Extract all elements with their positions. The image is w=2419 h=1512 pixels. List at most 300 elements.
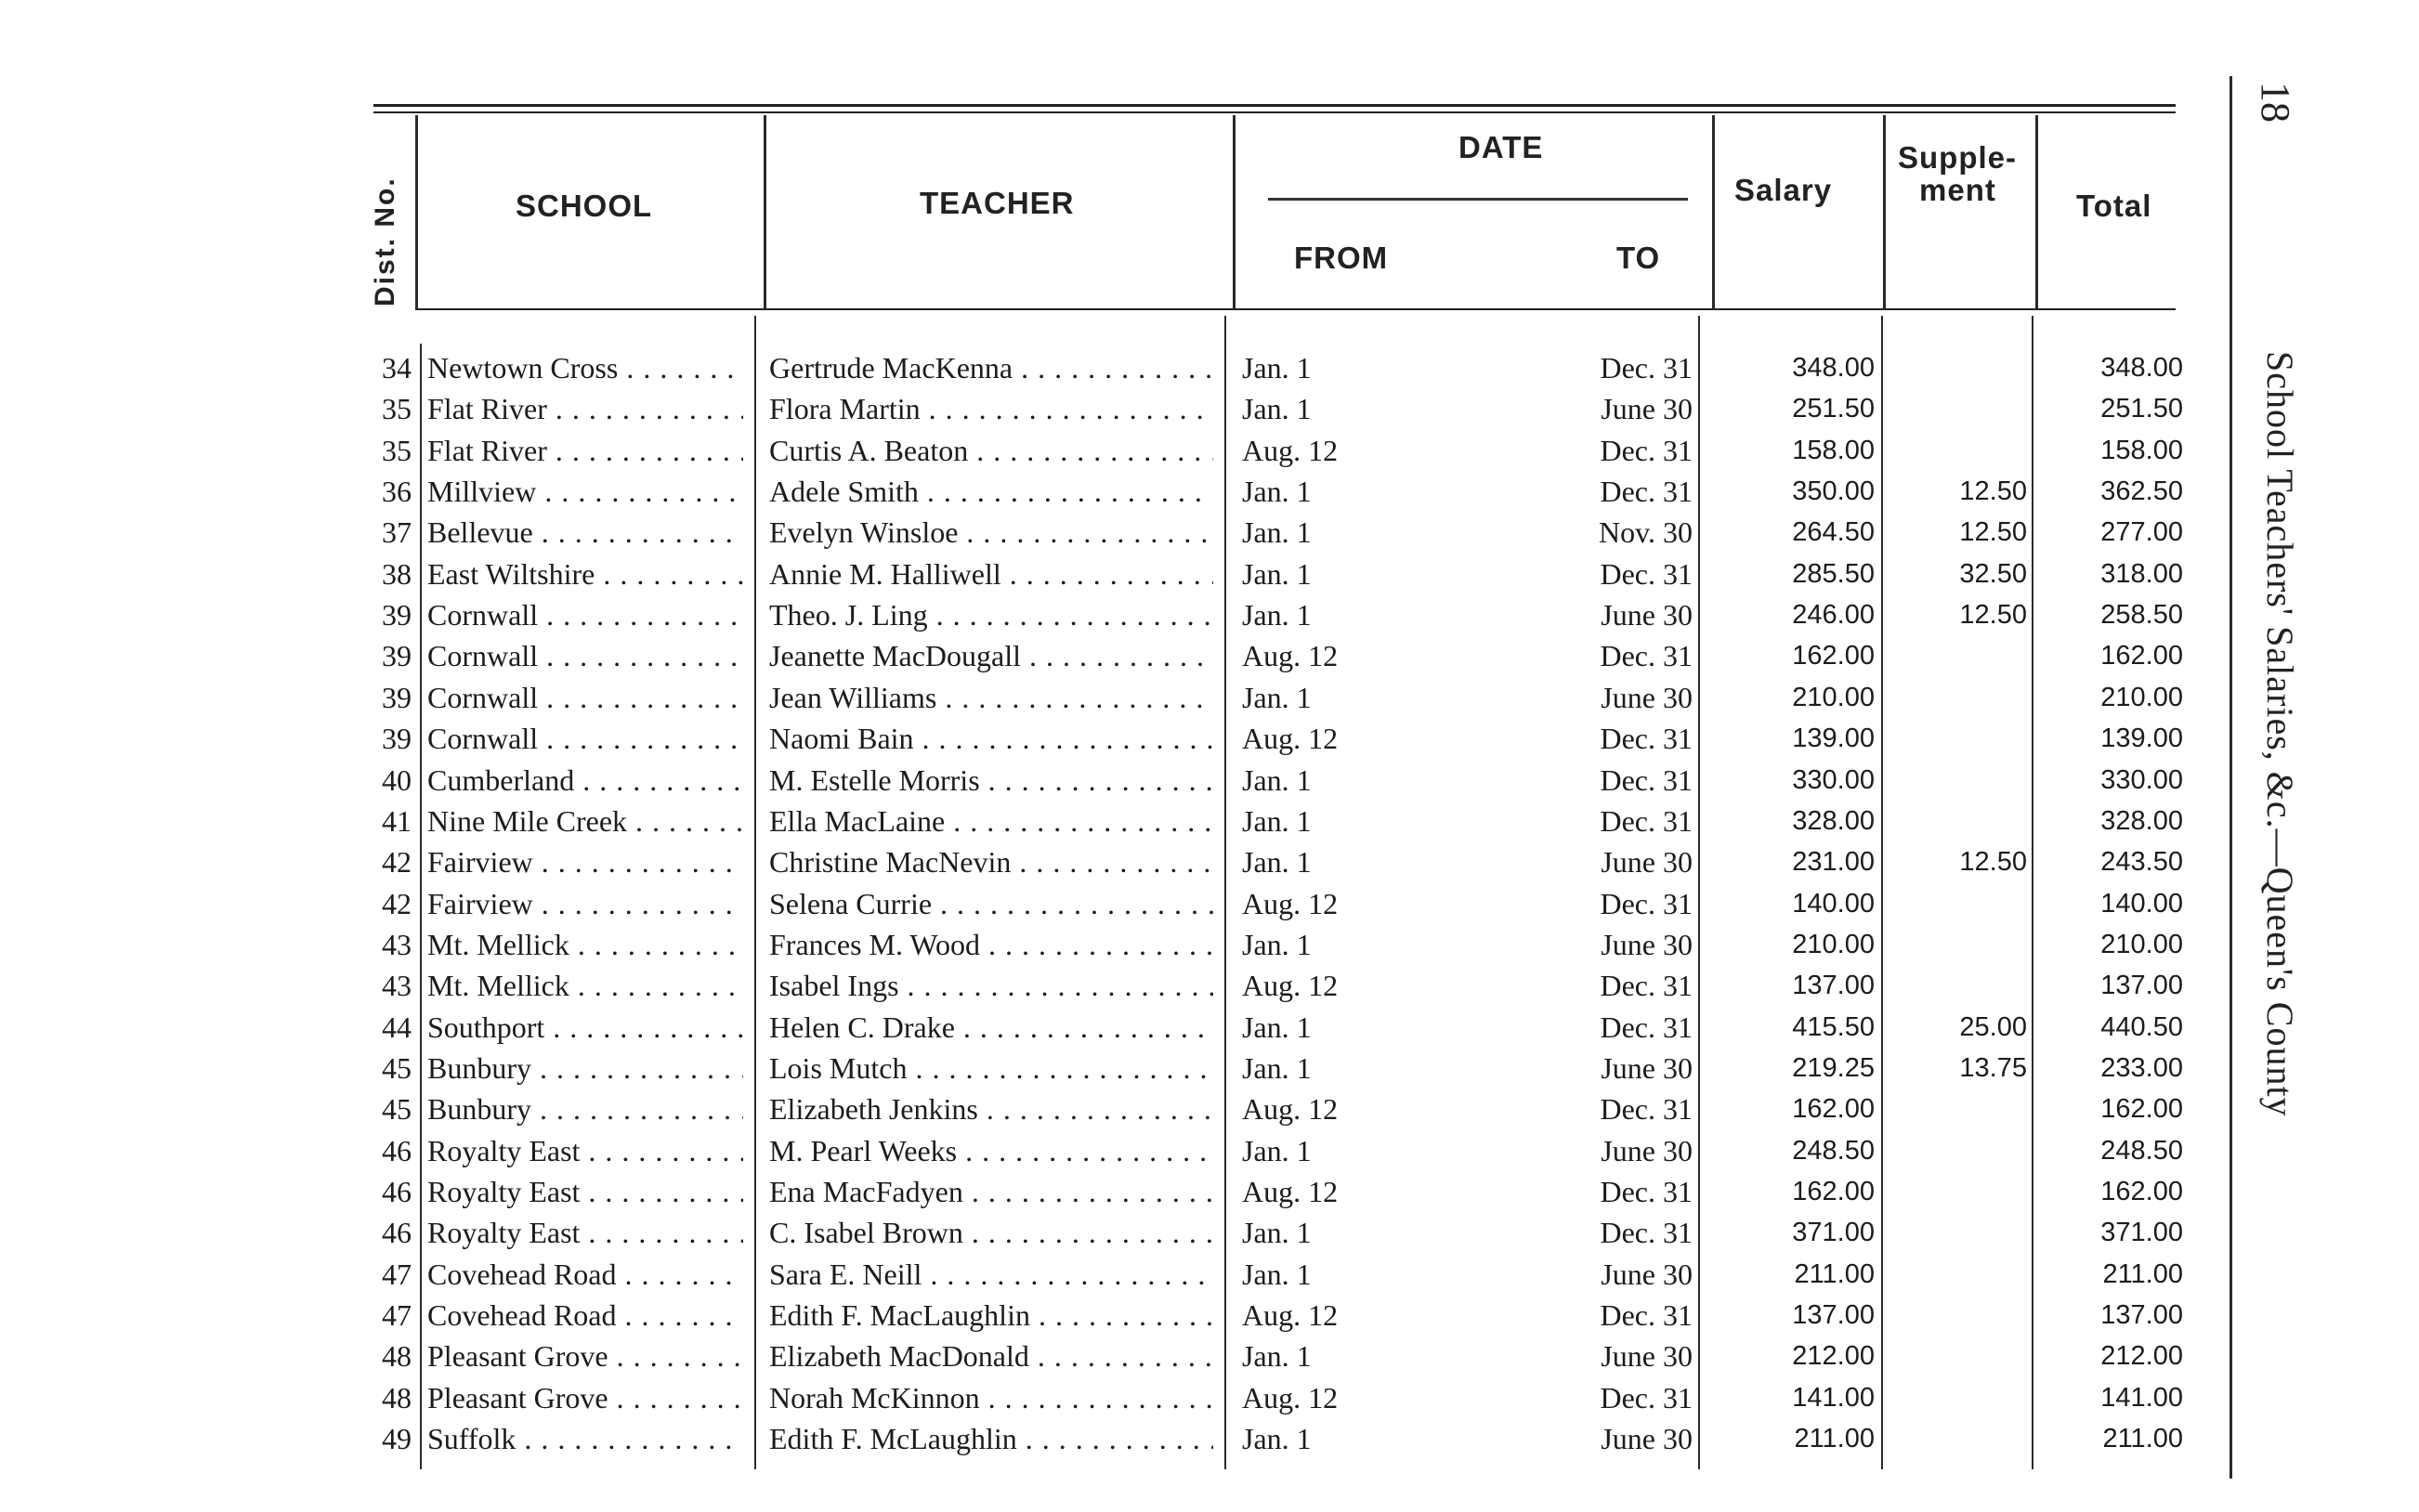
salary-cell: 348.00 bbox=[1792, 353, 1875, 383]
date-from-cell: Aug. 12 bbox=[1242, 722, 1339, 755]
teacher-cell-text: Gertrude MacKenna bbox=[769, 351, 1013, 385]
leader-dots bbox=[547, 434, 743, 467]
salary-cell: 140.00 bbox=[1792, 889, 1875, 919]
header-supplement-2: ment bbox=[1919, 173, 1996, 207]
teacher-cell-text: Helen C. Drake bbox=[769, 1010, 955, 1044]
school-cell-text: Covehead Road bbox=[427, 1298, 617, 1332]
total-cell: 210.00 bbox=[2100, 683, 2183, 712]
school-cell bbox=[427, 1048, 743, 1088]
date-to-cell: June 30 bbox=[1601, 681, 1693, 714]
teacher-cell bbox=[769, 677, 1213, 718]
date-from-cell: Jan. 1 bbox=[1242, 351, 1312, 385]
supplement-cell bbox=[1904, 430, 2027, 471]
leader-dots bbox=[538, 681, 743, 714]
dist-no-cell: 43 bbox=[382, 928, 412, 961]
total-cell: 243.50 bbox=[2100, 847, 2183, 877]
supplement-cell bbox=[1904, 388, 2027, 429]
leader-dots bbox=[617, 1298, 744, 1332]
dist-no-cell: 49 bbox=[382, 1422, 412, 1455]
leader-dots bbox=[538, 722, 743, 755]
teacher-cell bbox=[769, 801, 1213, 841]
teacher-cell bbox=[769, 594, 1213, 635]
supplement-cell bbox=[1904, 1212, 2027, 1253]
date-separator bbox=[1268, 198, 1688, 201]
leader-dots bbox=[547, 392, 743, 425]
school-cell-text: Cornwall bbox=[427, 639, 539, 672]
table-row bbox=[0, 1130, 2419, 1171]
school-cell-text: Mt. Mellick bbox=[427, 969, 569, 1002]
page-number: 18 bbox=[2253, 82, 2298, 123]
school-cell bbox=[427, 1377, 743, 1418]
school-cell-text: Covehead Road bbox=[427, 1258, 617, 1291]
leader-dots bbox=[617, 1258, 744, 1291]
salary-cell: 211.00 bbox=[1794, 1424, 1875, 1453]
table-row bbox=[0, 718, 2419, 759]
supplement-cell bbox=[1904, 1336, 2027, 1376]
teacher-cell bbox=[769, 635, 1213, 676]
leader-dots bbox=[1030, 1298, 1213, 1332]
side-title: School Teachers' Salaries, &c.—Queen's County bbox=[2259, 351, 2301, 1117]
leader-dots bbox=[907, 1051, 1213, 1085]
teacher-cell-text: M. Estelle Morris bbox=[769, 763, 980, 797]
school-cell bbox=[427, 924, 743, 965]
date-from-cell: Aug. 12 bbox=[1242, 1175, 1339, 1208]
teacher-cell-text: Sara E. Neill bbox=[769, 1258, 922, 1291]
total-cell: 318.00 bbox=[2100, 559, 2183, 589]
teacher-cell-text: Annie M. Halliwell bbox=[769, 557, 1001, 591]
total-cell: 251.50 bbox=[2100, 394, 2183, 424]
teacher-cell-text: Norah McKinnon bbox=[769, 1381, 980, 1414]
supplement-cell bbox=[1904, 1130, 2027, 1171]
leader-dots bbox=[608, 1339, 743, 1373]
school-cell-text: Cumberland bbox=[427, 763, 575, 797]
leader-dots bbox=[580, 1175, 743, 1208]
dist-no-cell: 39 bbox=[382, 681, 412, 714]
salary-cell: 137.00 bbox=[1792, 971, 1875, 1000]
date-from-cell: Jan. 1 bbox=[1242, 392, 1312, 425]
teacher-cell-text: Ena MacFadyen bbox=[769, 1175, 963, 1208]
school-cell-text: Southport bbox=[427, 1010, 545, 1044]
school-cell bbox=[427, 635, 743, 676]
salary-cell: 210.00 bbox=[1792, 930, 1875, 959]
leader-dots bbox=[919, 475, 1213, 508]
leader-dots bbox=[932, 887, 1213, 920]
leader-dots bbox=[945, 804, 1213, 838]
leader-dots bbox=[569, 969, 743, 1002]
date-to-cell: June 30 bbox=[1601, 392, 1693, 425]
date-to-cell: Dec. 31 bbox=[1600, 475, 1693, 508]
leader-dots bbox=[538, 598, 743, 632]
leader-dots bbox=[1011, 845, 1213, 879]
date-from-cell: Jan. 1 bbox=[1242, 928, 1312, 961]
dist-no-cell: 38 bbox=[382, 557, 412, 591]
table-row bbox=[0, 1088, 2419, 1129]
supplement-cell bbox=[1904, 347, 2027, 388]
teacher-cell bbox=[769, 924, 1213, 965]
date-to-cell: June 30 bbox=[1601, 598, 1693, 632]
dist-no-cell: 37 bbox=[382, 515, 412, 549]
date-to-cell: Dec. 31 bbox=[1600, 804, 1693, 838]
salary-cell: 210.00 bbox=[1792, 683, 1875, 712]
teacher-cell bbox=[769, 1048, 1213, 1088]
date-from-cell: Aug. 12 bbox=[1242, 1298, 1339, 1332]
teacher-cell-text: C. Isabel Brown bbox=[769, 1216, 963, 1249]
school-cell-text: Millview bbox=[427, 475, 537, 508]
teacher-cell-text: Theo. J. Ling bbox=[769, 598, 928, 632]
supplement-cell: 12.50 bbox=[1959, 847, 2027, 877]
date-to-cell: Dec. 31 bbox=[1600, 1298, 1693, 1332]
school-cell bbox=[427, 471, 743, 512]
supplement-cell: 25.00 bbox=[1959, 1012, 2027, 1042]
dist-no-cell: 34 bbox=[382, 351, 412, 385]
leader-dots bbox=[963, 1216, 1213, 1249]
table-row bbox=[0, 1418, 2419, 1459]
date-from-cell: Jan. 1 bbox=[1242, 1010, 1312, 1044]
total-cell: 162.00 bbox=[2100, 1094, 2183, 1124]
date-to-cell: June 30 bbox=[1601, 1339, 1693, 1373]
total-cell: 248.50 bbox=[2100, 1136, 2183, 1166]
school-cell bbox=[427, 1130, 743, 1171]
table-row bbox=[0, 1295, 2419, 1336]
header-bottom-rule bbox=[415, 308, 2176, 310]
date-from-cell: Jan. 1 bbox=[1242, 1422, 1312, 1455]
teacher-cell-text: Jean Williams bbox=[769, 681, 937, 714]
school-cell-text: Royalty East bbox=[427, 1216, 581, 1249]
table-row bbox=[0, 841, 2419, 882]
teacher-cell-text: Jeanette MacDougall bbox=[769, 639, 1021, 672]
dist-no-cell: 46 bbox=[382, 1216, 412, 1249]
school-cell bbox=[427, 965, 743, 1006]
teacher-cell-text: Lois Mutch bbox=[769, 1051, 908, 1085]
date-to-cell: June 30 bbox=[1601, 928, 1693, 961]
header-teacher: TEACHER bbox=[920, 186, 1075, 220]
leader-dots bbox=[955, 1010, 1213, 1044]
date-from-cell: Aug. 12 bbox=[1242, 639, 1339, 672]
date-from-cell: Jan. 1 bbox=[1242, 1258, 1312, 1291]
school-cell bbox=[427, 760, 743, 801]
header-line-dist bbox=[415, 115, 418, 310]
leader-dots bbox=[922, 1258, 1213, 1291]
teacher-cell-text: Frances M. Wood bbox=[769, 928, 981, 961]
header-school: SCHOOL bbox=[516, 189, 653, 223]
date-to-cell: Dec. 31 bbox=[1600, 763, 1693, 797]
teacher-cell bbox=[769, 1212, 1213, 1253]
leader-dots bbox=[936, 681, 1213, 714]
date-to-cell: Dec. 31 bbox=[1600, 887, 1693, 920]
salary-cell: 212.00 bbox=[1792, 1341, 1875, 1371]
teacher-cell bbox=[769, 760, 1213, 801]
date-to-cell: June 30 bbox=[1601, 1258, 1693, 1291]
supplement-cell bbox=[1904, 1088, 2027, 1129]
date-from-cell: Aug. 12 bbox=[1242, 887, 1339, 920]
leader-dots bbox=[980, 763, 1213, 797]
header-line-teacher bbox=[1233, 115, 1236, 310]
table-row bbox=[0, 1171, 2419, 1212]
table-row bbox=[0, 388, 2419, 429]
date-to-cell: Dec. 31 bbox=[1600, 1381, 1693, 1414]
leader-dots bbox=[536, 475, 743, 508]
school-cell bbox=[427, 1088, 743, 1129]
header-line-date bbox=[1712, 115, 1715, 310]
leader-dots bbox=[618, 351, 743, 385]
dist-no-cell: 43 bbox=[382, 969, 412, 1002]
school-cell bbox=[427, 718, 743, 759]
teacher-cell bbox=[769, 471, 1213, 512]
leader-dots bbox=[1021, 639, 1213, 672]
date-from-cell: Jan. 1 bbox=[1242, 763, 1312, 797]
salary-cell: 211.00 bbox=[1794, 1259, 1875, 1289]
header-dist-no: Dist. No. bbox=[370, 176, 400, 306]
salary-cell: 251.50 bbox=[1792, 394, 1875, 424]
table-row bbox=[0, 512, 2419, 553]
school-cell-text: Newtown Cross bbox=[427, 351, 619, 385]
leader-dots bbox=[531, 1092, 743, 1126]
total-cell: 137.00 bbox=[2100, 971, 2183, 1000]
table-row bbox=[0, 801, 2419, 841]
school-cell bbox=[427, 430, 743, 471]
salary-cell: 137.00 bbox=[1792, 1300, 1875, 1330]
salary-cell: 248.50 bbox=[1792, 1136, 1875, 1166]
dist-no-cell: 39 bbox=[382, 598, 412, 632]
total-cell: 371.00 bbox=[2100, 1218, 2183, 1247]
total-cell: 140.00 bbox=[2100, 889, 2183, 919]
supplement-cell bbox=[1904, 677, 2027, 718]
teacher-cell bbox=[769, 430, 1213, 471]
table-row bbox=[0, 883, 2419, 924]
total-cell: 233.00 bbox=[2100, 1053, 2183, 1083]
teacher-cell-text: Christine MacNevin bbox=[769, 845, 1012, 879]
supplement-cell bbox=[1904, 1295, 2027, 1336]
dist-no-cell: 46 bbox=[382, 1175, 412, 1208]
school-cell-text: Cornwall bbox=[427, 598, 539, 632]
school-cell bbox=[427, 347, 743, 388]
supplement-cell bbox=[1904, 801, 2027, 841]
table-row bbox=[0, 430, 2419, 471]
salary-cell: 285.50 bbox=[1792, 559, 1875, 589]
total-cell: 137.00 bbox=[2100, 1300, 2183, 1330]
total-cell: 211.00 bbox=[2102, 1259, 2183, 1289]
school-cell-text: Pleasant Grove bbox=[427, 1381, 608, 1414]
leader-dots bbox=[928, 598, 1213, 632]
table-row bbox=[0, 924, 2419, 965]
teacher-cell-text: Evelyn Winsloe bbox=[769, 515, 959, 549]
total-cell: 362.50 bbox=[2100, 476, 2183, 506]
teacher-cell-text: Naomi Bain bbox=[769, 722, 914, 755]
total-cell: 141.00 bbox=[2100, 1383, 2183, 1413]
top-rule-2 bbox=[373, 111, 2176, 113]
leader-dots bbox=[574, 763, 743, 797]
salary-cell: 162.00 bbox=[1792, 1177, 1875, 1206]
total-cell: 277.00 bbox=[2100, 517, 2183, 547]
teacher-cell bbox=[769, 1171, 1213, 1212]
supplement-cell: 12.50 bbox=[1959, 517, 2027, 547]
school-cell-text: Mt. Mellick bbox=[427, 928, 569, 961]
date-to-cell: Dec. 31 bbox=[1600, 351, 1693, 385]
leader-dots bbox=[533, 845, 743, 879]
dist-no-cell: 44 bbox=[382, 1010, 412, 1044]
date-from-cell: Aug. 12 bbox=[1242, 1381, 1339, 1414]
leader-dots bbox=[957, 1134, 1213, 1167]
date-from-cell: Jan. 1 bbox=[1242, 1051, 1312, 1085]
date-from-cell: Jan. 1 bbox=[1242, 681, 1312, 714]
leader-dots bbox=[516, 1422, 743, 1455]
school-cell-text: Suffolk bbox=[427, 1422, 516, 1455]
table-row bbox=[0, 471, 2419, 512]
teacher-cell bbox=[769, 1007, 1213, 1048]
table-row bbox=[0, 760, 2419, 801]
date-to-cell: Dec. 31 bbox=[1600, 639, 1693, 672]
date-to-cell: Dec. 31 bbox=[1600, 1216, 1693, 1249]
header-line-school bbox=[764, 115, 766, 310]
table-row bbox=[0, 635, 2419, 676]
supplement-cell bbox=[1904, 718, 2027, 759]
supplement-cell: 13.75 bbox=[1959, 1053, 2027, 1083]
total-cell: 328.00 bbox=[2100, 806, 2183, 836]
supplement-cell: 32.50 bbox=[1959, 559, 2027, 589]
date-from-cell: Aug. 12 bbox=[1242, 969, 1339, 1002]
leader-dots bbox=[569, 928, 743, 961]
leader-dots bbox=[963, 1175, 1213, 1208]
date-to-cell: Dec. 31 bbox=[1600, 722, 1693, 755]
header-to: TO bbox=[1616, 241, 1661, 275]
date-to-cell: June 30 bbox=[1601, 1134, 1693, 1167]
dist-no-cell: 46 bbox=[382, 1134, 412, 1167]
date-from-cell: Aug. 12 bbox=[1242, 1092, 1339, 1126]
teacher-cell bbox=[769, 1418, 1213, 1459]
school-cell-text: East Wiltshire bbox=[427, 557, 595, 591]
school-cell-text: Royalty East bbox=[427, 1134, 581, 1167]
header-supplement-1: Supple- bbox=[1898, 140, 2017, 175]
leader-dots bbox=[533, 515, 743, 549]
supplement-cell bbox=[1904, 883, 2027, 924]
school-cell-text: Royalty East bbox=[427, 1175, 581, 1208]
header-total: Total bbox=[2076, 189, 2152, 223]
teacher-cell bbox=[769, 965, 1213, 1006]
table-row bbox=[0, 594, 2419, 635]
leader-dots bbox=[1029, 1339, 1213, 1373]
leader-dots bbox=[538, 639, 743, 672]
date-to-cell: Dec. 31 bbox=[1600, 434, 1693, 467]
school-cell bbox=[427, 883, 743, 924]
date-from-cell: Jan. 1 bbox=[1242, 475, 1312, 508]
date-to-cell: Dec. 31 bbox=[1600, 1010, 1693, 1044]
teacher-cell-text: Edith F. MacLaughlin bbox=[769, 1298, 1030, 1332]
school-cell-text: Flat River bbox=[427, 392, 547, 425]
header-line-supp bbox=[2035, 115, 2038, 310]
dist-no-cell: 45 bbox=[382, 1092, 412, 1126]
date-to-cell: June 30 bbox=[1601, 1051, 1693, 1085]
supplement-cell: 12.50 bbox=[1959, 600, 2027, 630]
salary-cell: 264.50 bbox=[1792, 517, 1875, 547]
table-row bbox=[0, 554, 2419, 594]
table-row bbox=[0, 1336, 2419, 1376]
teacher-cell-text: Adele Smith bbox=[769, 475, 919, 508]
date-from-cell: Jan. 1 bbox=[1242, 598, 1312, 632]
leader-dots bbox=[580, 1216, 743, 1249]
dist-no-cell: 45 bbox=[382, 1051, 412, 1085]
supplement-cell: 12.50 bbox=[1959, 476, 2027, 506]
teacher-cell bbox=[769, 883, 1213, 924]
total-cell: 440.50 bbox=[2100, 1012, 2183, 1042]
leader-dots bbox=[958, 515, 1213, 549]
salary-cell: 350.00 bbox=[1792, 476, 1875, 506]
total-cell: 162.00 bbox=[2100, 1177, 2183, 1206]
school-cell bbox=[427, 1254, 743, 1295]
dist-no-cell: 41 bbox=[382, 804, 412, 838]
header-date: DATE bbox=[1458, 130, 1544, 164]
top-rule-1 bbox=[373, 104, 2176, 107]
school-cell bbox=[427, 1007, 743, 1048]
supplement-cell bbox=[1904, 1418, 2027, 1459]
date-from-cell: Jan. 1 bbox=[1242, 1134, 1312, 1167]
teacher-cell-text: Curtis A. Beaton bbox=[769, 434, 969, 467]
leader-dots bbox=[899, 969, 1213, 1002]
dist-no-cell: 48 bbox=[382, 1381, 412, 1414]
teacher-cell bbox=[769, 1130, 1213, 1171]
school-cell-text: Flat River bbox=[427, 434, 547, 467]
leader-dots bbox=[531, 1051, 743, 1085]
total-cell: 210.00 bbox=[2100, 930, 2183, 959]
table-row bbox=[0, 677, 2419, 718]
school-cell-text: Cornwall bbox=[427, 722, 539, 755]
date-to-cell: Nov. 30 bbox=[1598, 515, 1693, 549]
date-from-cell: Jan. 1 bbox=[1242, 557, 1312, 591]
school-cell bbox=[427, 1418, 743, 1459]
dist-no-cell: 48 bbox=[382, 1339, 412, 1373]
teacher-cell-text: Isabel Ings bbox=[769, 969, 899, 1002]
supplement-cell bbox=[1904, 1377, 2027, 1418]
leader-dots bbox=[627, 804, 743, 838]
teacher-cell bbox=[769, 841, 1213, 882]
school-cell bbox=[427, 594, 743, 635]
total-cell: 158.00 bbox=[2100, 436, 2183, 465]
school-cell bbox=[427, 388, 743, 429]
salary-cell: 219.25 bbox=[1792, 1053, 1875, 1083]
leader-dots bbox=[1017, 1422, 1213, 1455]
salary-cell: 328.00 bbox=[1792, 806, 1875, 836]
teacher-cell bbox=[769, 388, 1213, 429]
school-cell bbox=[427, 1212, 743, 1253]
date-from-cell: Jan. 1 bbox=[1242, 804, 1312, 838]
date-to-cell: June 30 bbox=[1601, 845, 1693, 879]
table-row bbox=[0, 1048, 2419, 1088]
leader-dots bbox=[914, 722, 1213, 755]
teacher-cell bbox=[769, 1254, 1213, 1295]
school-cell-text: Bunbury bbox=[427, 1092, 531, 1126]
supplement-cell bbox=[1904, 635, 2027, 676]
supplement-cell bbox=[1904, 965, 2027, 1006]
school-cell-text: Nine Mile Creek bbox=[427, 804, 628, 838]
total-cell: 162.00 bbox=[2100, 641, 2183, 671]
supplement-cell bbox=[1904, 924, 2027, 965]
date-to-cell: Dec. 31 bbox=[1600, 557, 1693, 591]
date-from-cell: Jan. 1 bbox=[1242, 1216, 1312, 1249]
salary-cell: 415.50 bbox=[1792, 1012, 1875, 1042]
teacher-cell-text: Edith F. McLaughlin bbox=[769, 1422, 1017, 1455]
dist-no-cell: 39 bbox=[382, 722, 412, 755]
leader-dots bbox=[968, 434, 1213, 467]
total-cell: 211.00 bbox=[2102, 1424, 2183, 1453]
dist-no-cell: 40 bbox=[382, 763, 412, 797]
teacher-cell-text: Elizabeth Jenkins bbox=[769, 1092, 978, 1126]
table-row bbox=[0, 1007, 2419, 1048]
school-cell bbox=[427, 677, 743, 718]
table-row bbox=[0, 1212, 2419, 1253]
date-to-cell: Dec. 31 bbox=[1600, 1175, 1693, 1208]
school-cell bbox=[427, 1171, 743, 1212]
salary-cell: 139.00 bbox=[1792, 723, 1875, 753]
school-cell bbox=[427, 801, 743, 841]
